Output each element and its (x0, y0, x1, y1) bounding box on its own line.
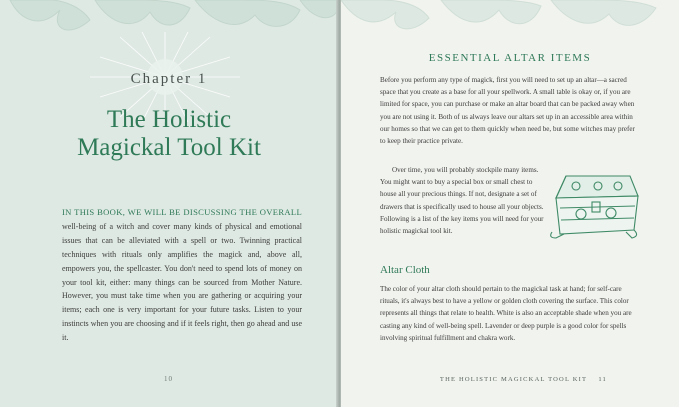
altar-cloth-heading: Altar Cloth (380, 264, 430, 276)
section-heading: ESSENTIAL ALTAR ITEMS (428, 52, 592, 64)
page-number-left: 10 (164, 375, 173, 383)
treasure-chest-illustration (546, 168, 640, 242)
leaf-pattern-decoration (341, 0, 679, 40)
chapter-intro-text (62, 206, 302, 345)
chapter-title (0, 106, 338, 162)
paragraph-altar-intro: Before you perform any type of magick, first you will need to set up an altar—a sacred space that you create as a base for all your spellwork. A small table is okay or, if you are limited for space, you can purchase or make an altar board that can be packed away when you are not using it. Both of us always leave our altars set up in an accessible area within our homes so that we can get to them quickly when need be, but some witches may prefer to keep their practice private. (380, 76, 635, 146)
paragraph-storage: Over time, you will probably stockpile many items. You might want to buy a special box or small chest to house all your precious things. If not, designate a set of drawers that is specifically used to house all your objects. Following is a list of the key items you will need for your holistic magickal tool kit. (380, 166, 544, 236)
running-footer (440, 376, 607, 383)
chapter-title-line2: Magickal Tool Kit (77, 134, 261, 161)
intro-body: well-being of a witch and cover many kinds of physical and emotional issues that can be alleviated with a spell or two. Twinning practical techniques with rituals only amplifies the magick and, above all, empowers you, the spellcaster. You don't need to spend lots of money on your tool kit, either: many things can be sourced from Mother Nature. However, you must take time when you are gathering or acquiring your items; each one is very important for your future tasks. Listen to your instincts when you are choosing and if it feels right, then go ahead and use it. (62, 221, 302, 343)
chapter-title-line1: The Holistic (106, 106, 232, 133)
running-head: THE HOLISTIC MAGICKAL TOOL KIT (439, 376, 588, 383)
left-page (0, 0, 338, 407)
intro-lead-in: IN THIS BOOK, WE WILL BE DISCUSSING THE OVERALL (62, 207, 302, 217)
page-number-right: 11 (598, 376, 607, 383)
paragraph-altar-cloth: The color of your altar cloth should pertain to the magickal task at hand; for self-care rituals, it's always best to have a yellow or golden cloth covering the surface. This color represents all things that relate to health. White is also an acceptable shade when you are casting any kind of well-being spell. Lavender or deep purple is a good color for spells involving spiritual fulfillment and chakra work. (380, 285, 632, 342)
chapter-label: Chapter 1 (130, 71, 208, 87)
